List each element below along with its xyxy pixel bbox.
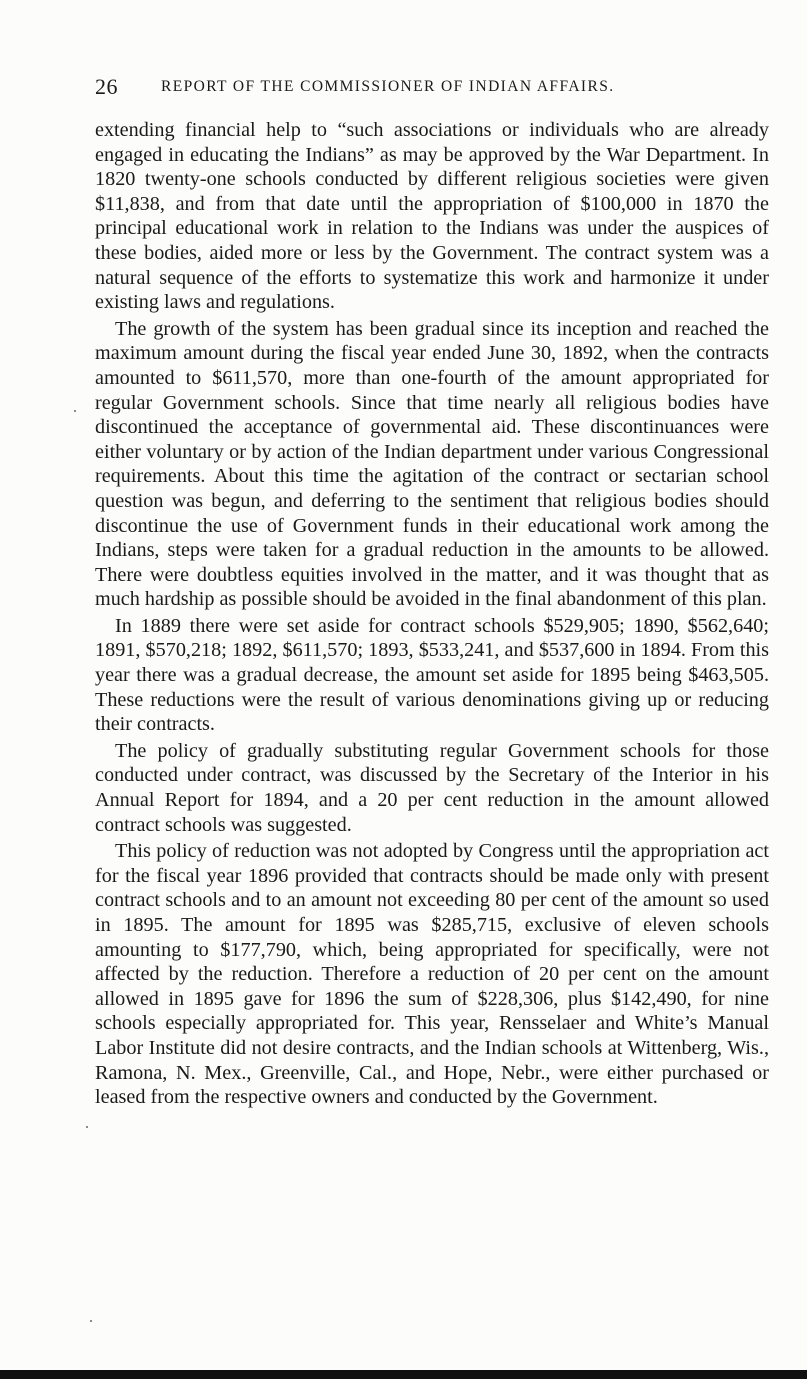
- running-head: REPORT OF THE COMMISSIONER OF INDIAN AFFAIRS.: [161, 78, 615, 95]
- paragraph-continuation: extending financial help to “such associations or individuals who are already engaged in educating the Indians” as may be approved by the War Department. In 1820 twenty-one schools conducted by different religious societies were given $11,838, and from that date until the appropriation of $100,000 in 1870 the principal educational work in relation to the Indians was under the auspices of these bodies, aided more or less by the Government. The contract system was a natural sequence of the efforts to systematize this work and harmonize it under existing laws and regulations.: [95, 119, 769, 314]
- scan-speck: [90, 1320, 92, 1322]
- paragraph-reduction-policy: This policy of reduction was not adopted by Congress until the appropriation act for the fiscal year 1896 provided that contracts should be made only with present contract schools and to an amount not exceeding 80 per cent of the amount so used in 1895. The amount for 1895 was $285,715, exclusive of eleven schools amounting to $177,790, which, being appropriated for specifically, were not affected by the reduction. Therefore a reduction of 20 per cent on the amount allowed in 1895 gave for 1896 the sum of $228,306, plus $142,490, for nine schools especially appropriated for. This year, Rensselaer and White’s Manual Labor Institute did not desire contracts, and the Indian schools at Wittenberg, Wis., Ramona, N. Mex., Greenville, Cal., and Hope, Nebr., were either purchased or leased from the respective owners and conducted by the Government.: [95, 840, 769, 1109]
- paragraph-contract-amounts: In 1889 there were set aside for contract schools $529,905; 1890, $562,640; 1891, $570,218; 1892, $611,570; 1893, $533,241, and $537,600 in 1894. From this year there was a gradual decrease, the amount set aside for 1895 being $463,505. These reductions were the result of various denominations giving up or reducing their contracts.: [95, 614, 769, 736]
- page-number: 26: [95, 74, 118, 99]
- scan-speck: [74, 410, 76, 412]
- paragraph-growth-of-system: The growth of the system has been gradual since its inception and reached the maximum amount during the fiscal year ended June 30, 1892, when the contracts amounted to $611,570, more than one-fourth of the amount appropriated for regular Government schools. Since that time nearly all religious bodies have discontinued the acceptance of governmental aid. These discontinuances were either voluntary or by action of the Indian department under various Congressional requirements. About this time the agitation of the contract or sectarian school question was begun, and deferring to the sentiment that religious bodies should discontinue the use of Government funds in their educational work among the Indians, steps were taken for a gradual reduction in the amounts to be allowed. There were doubtless equities involved in the matter, and it was thought that as much hardship as possible should be avoided in the final abandonment of this plan.: [95, 317, 769, 611]
- scan-speck: [86, 1126, 88, 1128]
- scan-bottom-edge: [0, 1370, 807, 1379]
- body-text: [95, 118, 769, 1112]
- paragraph-substitution-policy: The policy of gradually substituting regular Government schools for those conducted under contract, was discussed by the Secretary of the Interior in his Annual Report for 1894, and a 20 per cent reduction in the amount allowed contract schools was suggested.: [95, 739, 769, 836]
- page-header: [95, 74, 775, 104]
